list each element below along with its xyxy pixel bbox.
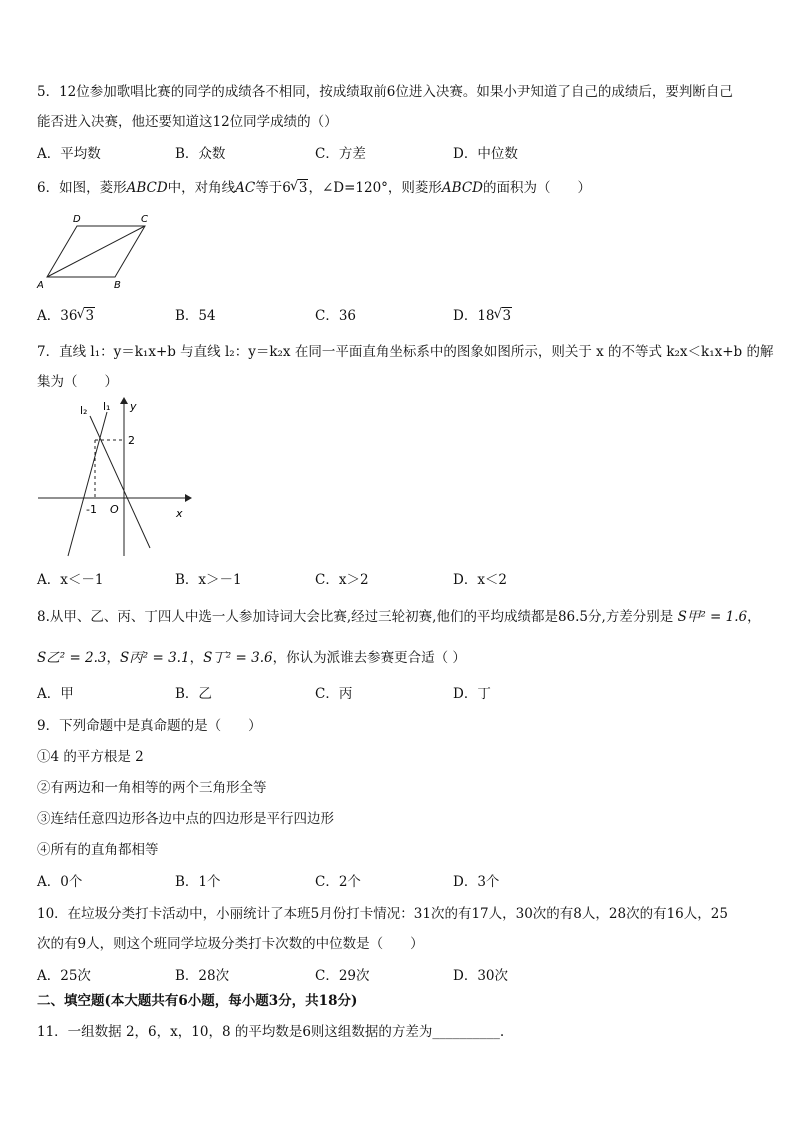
variance-bing: S丙² = 3.1 (120, 650, 190, 666)
label-d: D (73, 214, 81, 225)
q10-line1: 10．在垃圾分类打卡活动中，小丽统计了本班5月份打卡情况：31次的有17人，30次的有8人，28次的有16人，25 (37, 906, 728, 922)
q8-line2: S乙² = 2.3，S丙² = 3.1，S丁² = 3.6，你认为派谁去参赛更合适（ ） (37, 650, 466, 666)
label-c: C (141, 214, 148, 225)
label-y: y (130, 400, 137, 413)
q11: 11．一组数据 2，6，x，10，8 的平均数是6则这组数据的方差为__________. (37, 1024, 505, 1040)
label-two: 2 (128, 434, 135, 447)
q6-option-b: B．54 (175, 308, 216, 324)
label-origin: O (110, 503, 119, 516)
q10-option-d: D．30次 (453, 968, 509, 984)
q5-option-c: C．方差 (315, 146, 366, 162)
q9-item-2: ②有两边和一角相等的两个三角形全等 (37, 780, 267, 796)
q8-option-a: A．甲 (37, 686, 74, 702)
q7-option-c: C．x＞2 (315, 572, 369, 588)
q5-option-a: A．平均数 (37, 146, 101, 162)
label-l1: l₁ (103, 400, 111, 413)
label-l2: l₂ (80, 404, 88, 417)
q9-option-a: A．0个 (37, 874, 83, 890)
label-neg1: -1 (86, 503, 97, 516)
q10-line2: 次的有9人，则这个班同学垃圾分类打卡次数的中位数是（ ） (37, 936, 424, 952)
q5-line2: 能否进入决赛，他还要知道这12位同学成绩的（） (37, 114, 338, 130)
q8-option-d: D．丁 (453, 686, 491, 702)
q9-item-1: ①4 的平方根是 2 (37, 749, 144, 765)
q8-option-c: C．丙 (315, 686, 353, 702)
q5-option-d: D．中位数 (453, 146, 518, 162)
label-x: x (176, 507, 183, 520)
label-a: A (37, 280, 44, 291)
q6-option-a: A．36√ 3 (37, 306, 95, 326)
q7-option-d: D．x＜2 (453, 572, 508, 588)
variance-ding: S丁² = 3.6 (203, 650, 273, 666)
q7-line2: 集为（ ） (37, 374, 118, 390)
q5-line1: 5．12位参加歌唱比赛的同学的成绩各不相同，按成绩取前6位进入决赛。如果小尹知道了自己的成绩后，要判断自己 (37, 84, 733, 100)
q9-option-d: D．3个 (453, 874, 500, 890)
q6-stem: 6．如图，菱形ABCD中，对角线AC等于6√ 3，∠D=120°，则菱形ABCD的面积为（ ） (37, 178, 591, 198)
q7-line1: 7．直线 l₁：y＝k₁x+b 与直线 l₂：y＝k₂x 在同一平面直角坐标系中的图象如图所示，则关于 x 的不等式 k₂x＜k₁x+b 的解 (37, 344, 774, 360)
q8-line1: 8.从甲、乙、丙、丁四人中选一人参加诗词大会比赛,经过三轮初赛,他们的平均成绩都是86.5分,方差分别是 S甲² = 1.6， (37, 609, 761, 625)
q9-stem: 9．下列命题中是真命题的是（ ） (37, 718, 262, 734)
q6-option-c: C．36 (315, 308, 357, 324)
label-b: B (114, 280, 121, 291)
q10-option-a: A．25次 (37, 968, 91, 984)
q6-option-d: D．18√ 3 (453, 306, 512, 326)
q7-option-a: A．x＜－1 (37, 572, 104, 588)
q9-item-3: ③连结任意四边形各边中点的四边形是平行四边形 (37, 811, 334, 827)
q8-option-b: B．乙 (175, 686, 212, 702)
q9-option-c: C．2个 (315, 874, 361, 890)
variance-jia: S甲² = 1.6 (677, 609, 748, 625)
variance-yi: S乙² = 2.3 (37, 650, 107, 666)
q9-option-b: B．1个 (175, 874, 221, 890)
q5-option-b: B．众数 (175, 146, 226, 162)
q7-option-b: B．x＞－1 (175, 572, 242, 588)
q10-option-c: C．29次 (315, 968, 370, 984)
section-heading: 二、填空题(本大题共有6小题，每小题3分，共18分) (37, 993, 358, 1009)
q10-option-b: B．28次 (175, 968, 230, 984)
line-graph-figure (35, 396, 195, 562)
q9-item-4: ④所有的直角都相等 (37, 842, 159, 858)
rhombus-figure (30, 210, 160, 292)
